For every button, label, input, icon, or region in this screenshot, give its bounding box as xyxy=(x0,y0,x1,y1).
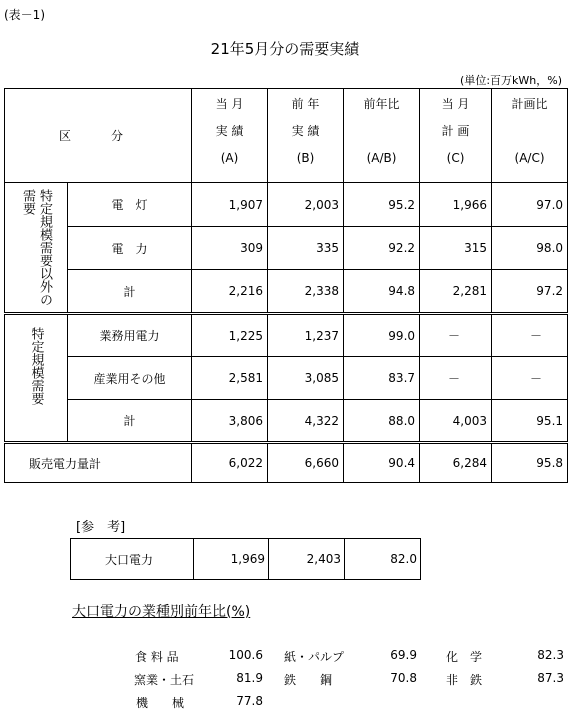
industry-name: 化 学 xyxy=(446,650,483,664)
cell-b: 6,660 xyxy=(268,443,344,483)
cell-b: 3,085 xyxy=(268,357,344,400)
cell-ab: 99.0 xyxy=(344,314,420,357)
table-row xyxy=(71,539,421,580)
table-label: (表－1) xyxy=(4,8,45,22)
header-kubun: 区 分 xyxy=(5,89,192,183)
cell-ab: 95.2 xyxy=(344,183,420,227)
group1-label-cell xyxy=(5,183,68,314)
row-name: 電 灯 xyxy=(68,183,192,227)
industry-value: 69.9 xyxy=(390,648,417,662)
cell-ab: 92.2 xyxy=(344,227,420,270)
demand-table xyxy=(4,88,568,483)
cell-ac: 95.1 xyxy=(492,400,568,443)
cell-ac: － xyxy=(492,357,568,400)
cell-ac: 97.0 xyxy=(492,183,568,227)
industry-name: 紙・パルプ xyxy=(284,650,345,664)
cell-c: 1,966 xyxy=(420,183,492,227)
industry-value: 77.8 xyxy=(236,694,263,708)
industry-value: 87.3 xyxy=(537,671,564,685)
cell-ab: 94.8 xyxy=(344,270,420,314)
row-name: 計 xyxy=(68,270,192,314)
cell-ac: 95.8 xyxy=(492,443,568,483)
cell-ab: 88.0 xyxy=(344,400,420,443)
cell-a: 6,022 xyxy=(192,443,268,483)
table-row xyxy=(5,357,568,400)
group2-label-cell xyxy=(5,314,68,443)
industry-name: 窯業・土石 xyxy=(134,673,195,687)
reference-label: [参 考] xyxy=(76,520,126,535)
cell-a: 2,216 xyxy=(192,270,268,314)
group1-label: 特定規模需要以外の需要 xyxy=(20,188,52,306)
industry-value: 81.9 xyxy=(236,671,263,685)
cell-ab: 90.4 xyxy=(344,443,420,483)
cell-a: 1,225 xyxy=(192,314,268,357)
total-name: 販売電力量計 xyxy=(5,443,192,483)
cell-ac: － xyxy=(492,314,568,357)
header-col-ab: 前年比 (A/B) xyxy=(344,89,420,183)
cell-ab: 83.7 xyxy=(344,357,420,400)
cell-b: 2,338 xyxy=(268,270,344,314)
table-row xyxy=(5,314,568,357)
cell-b: 4,322 xyxy=(268,400,344,443)
cell-a: 309 xyxy=(192,227,268,270)
cell-c: 315 xyxy=(420,227,492,270)
cell-c: 4,003 xyxy=(420,400,492,443)
table-row xyxy=(5,400,568,443)
cell-ac: 97.2 xyxy=(492,270,568,314)
cell-c: － xyxy=(420,357,492,400)
reference-table xyxy=(70,538,421,580)
industry-value: 70.8 xyxy=(390,671,417,685)
table-row xyxy=(5,270,568,314)
cell-b: 1,237 xyxy=(268,314,344,357)
row-name: 電 力 xyxy=(68,227,192,270)
cell-a: 1,907 xyxy=(192,183,268,227)
industry-name: 機 械 xyxy=(136,696,185,710)
unit-label: (単位:百万kWh，%) xyxy=(460,74,562,87)
cell-b: 335 xyxy=(268,227,344,270)
total-row xyxy=(5,443,568,483)
header-col-b: 前 年 実 績 (B) xyxy=(268,89,344,183)
header-row xyxy=(5,89,568,183)
header-col-a: 当 月 実 績 (A) xyxy=(192,89,268,183)
row-name: 産業用その他 xyxy=(68,357,192,400)
industry-title: 大口電力の業種別前年比(%) xyxy=(72,604,251,620)
industry-name: 非 鉄 xyxy=(446,673,483,687)
cell-a: 3,806 xyxy=(192,400,268,443)
cell-a: 1,969 xyxy=(194,539,269,580)
page-title: 21年5月分の需要実績 xyxy=(210,40,360,58)
row-name: 計 xyxy=(68,400,192,443)
cell-ac: 98.0 xyxy=(492,227,568,270)
cell-c: － xyxy=(420,314,492,357)
group2-label: 特定規模需要 xyxy=(28,327,44,405)
row-name: 業務用電力 xyxy=(68,314,192,357)
industry-value: 100.6 xyxy=(228,648,263,662)
cell-c: 6,284 xyxy=(420,443,492,483)
cell-b: 2,403 xyxy=(269,539,345,580)
header-col-c: 当 月 計 画 (C) xyxy=(420,89,492,183)
table-row xyxy=(5,183,568,227)
cell-c: 2,281 xyxy=(420,270,492,314)
industry-value: 82.3 xyxy=(537,648,564,662)
industry-name: 鉄 鋼 xyxy=(284,673,333,687)
row-name: 大口電力 xyxy=(71,539,194,580)
industry-name: 食 料 品 xyxy=(135,650,179,664)
cell-b: 2,003 xyxy=(268,183,344,227)
cell-a: 2,581 xyxy=(192,357,268,400)
cell-ab: 82.0 xyxy=(345,539,421,580)
header-col-ac: 計画比 (A/C) xyxy=(492,89,568,183)
table-row xyxy=(5,227,568,270)
